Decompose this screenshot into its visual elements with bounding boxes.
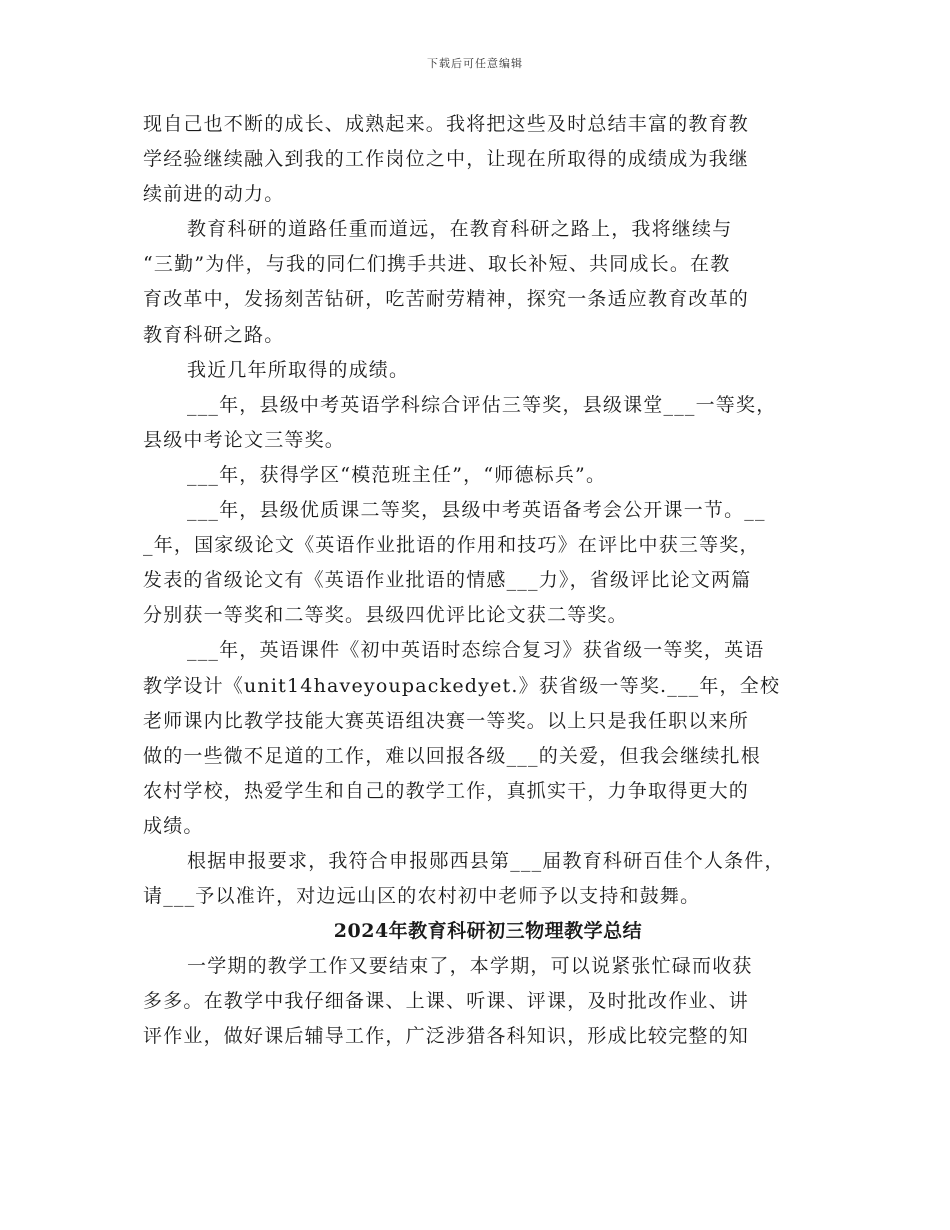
text-line: 老师课内比教学技能大赛英语组决赛一等奖。以上只是我任职以来所	[143, 709, 750, 732]
section-title: 2024年教育科研初三物理教学总结	[333, 920, 643, 943]
text-line: 育改革中，发扬刻苦钻研，吃苦耐劳精神，探究一条适应教育改革的	[143, 288, 750, 311]
text-line: 分别获一等奖和二等奖。县级四优评比论文获二等奖。	[143, 604, 628, 627]
paragraph-start-line: 我近几年所取得的成绩。	[187, 358, 410, 381]
text-line: 成绩。	[143, 814, 204, 837]
paragraph-start-line: ___年，获得学区“模范班主任”，“师德标兵”。	[187, 463, 607, 486]
text-line: 教育科研之路。	[143, 323, 285, 346]
text-line: 县级中考论文三等奖。	[143, 428, 346, 451]
text-line: 农村学校，热爱学生和自己的教学工作，真抓实干，力争取得更大的	[143, 779, 750, 802]
document-body	[143, 107, 813, 1055]
text-line: 发表的省级论文有《英语作业批语的情感___力》，省级评比论文两篇	[143, 569, 752, 592]
paragraph-start-line: ___年，县级中考英语学科综合评估三等奖，县级课堂___一等奖，	[187, 393, 777, 416]
paragraph-start-line: ___年，县级优质课二等奖，县级中考英语备考会公开课一节。__	[187, 499, 766, 522]
text-line: 学经验继续融入到我的工作岗位之中，让现在所取得的成绩成为我继	[143, 148, 750, 171]
paragraph-start-line: 一学期的教学工作又要结束了，本学期，可以说紧张忙碌而收获	[187, 955, 753, 978]
text-line: 现自己也不断的成长、成熟起来。我将把这些及时总结丰富的教育教	[143, 113, 750, 135]
paragraph-start-line: 教育科研的道路任重而道远，在教育科研之路上，我将继续与	[187, 218, 733, 241]
text-line: 评作业，做好课后辅导工作，广泛涉猎各科知识，形成比较完整的知	[143, 1025, 750, 1048]
text-line: 教学设计《unit14haveyoupackedyet.》获省级一等奖.___年，全校	[143, 674, 781, 697]
text-line: _年，国家级论文《英语作业批语的作用和技巧》在评比中获三等奖，	[143, 534, 760, 557]
page-header-note: 下载后可任意编辑	[427, 57, 523, 70]
paragraph-start-line: ___年，英语课件《初中英语时态综合复习》获省级一等奖，英语	[187, 639, 765, 662]
text-line: 请___予以准许，对边远山区的农村初中老师予以支持和鼓舞。	[143, 885, 701, 908]
text-line: 续前进的动力。	[143, 183, 285, 206]
text-line: 多多。在教学中我仔细备课、上课、听课、评课，及时批改作业、讲	[143, 990, 750, 1013]
text-line: 做的一些微不足道的工作，难以回报各级___的关爱，但我会继续扎根	[143, 744, 761, 767]
text-line: “三勤”为伴，与我的同仁们携手共进、取长补短、共同成长。在教	[143, 253, 731, 276]
paragraph-start-line: 根据申报要求，我符合申报郧西县第___届教育科研百佳个人条件，	[187, 849, 785, 872]
